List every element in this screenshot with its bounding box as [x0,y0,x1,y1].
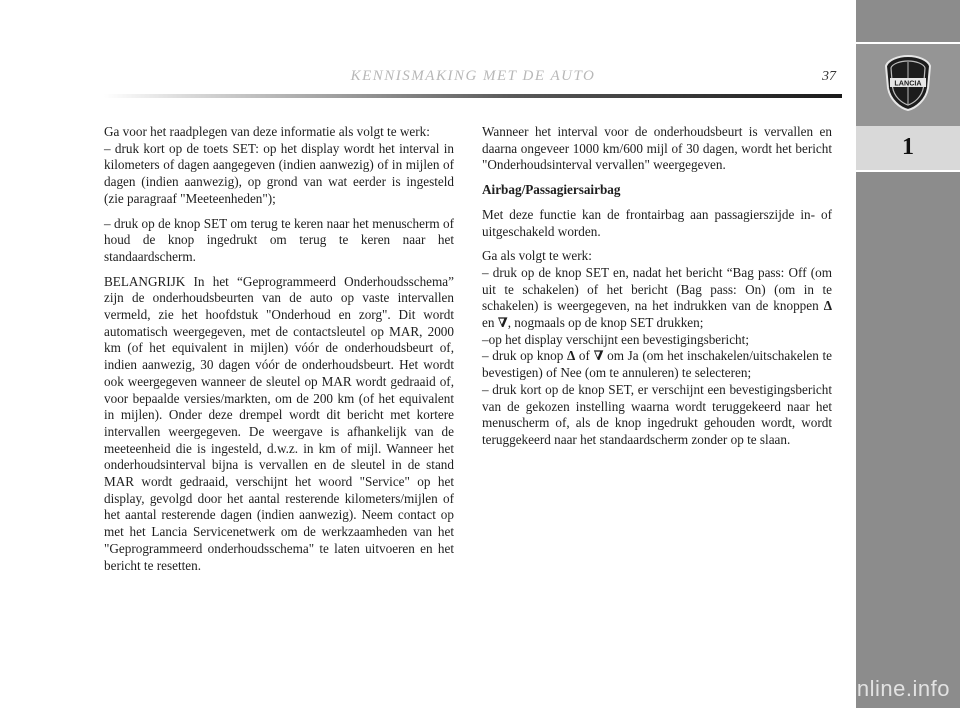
left-paragraph-important: BELANGRIJK In het “Geprogrammeerd Onderhoudsschema” zijn de onderhoudsbeurten van de auto op vaste intervallen vermeld, zie het hoofdstuk "Onderhoud en zorg". Dit wordt automatisch weergegeven, met de contactsleutel op MAR, 2000 km (of het equivalent in mijlen) vóór de onderhoudsbeurt of, indien aanwezig, 30 dagen vóór de onderhoudsbeurt. Het wordt ook weergegeven wanneer de sleutel op MAR wordt gedraaid of, voor bepaalde versies/markten, om de 200 km (of het equivalent in mijlen). Onder deze drempel wordt dit bericht met kortere intervallen weergegeven. De weergave is afhankelijk van de meeteenheid die is ingesteld, d.w.z. in km of mijl. Wanneer het onderhoudsinterval bijna is vervallen en de sleutel in de stand MAR wordt gedraaid, verschijnt het woord "Service" op het display, gevolgd door het aantal resterende kilometers/mijlen of het aantal resterende dagen (indien aanwezig). Neem contact op met het Lancia Servicenetwerk om de werkzaamheden van het "Geprogrammeerd onderhoudsschema" te laten uitvoeren en het bericht te resetten. [104,273,454,573]
page-number: 37 [822,69,836,84]
right-paragraph-step-3 [482,348,832,381]
section-heading-airbag: Airbag/Passagiersairbag [482,182,621,198]
up-arrow-icon: Δ [823,298,832,314]
right-paragraph-step-2: –op het display verschijnt een bevestigingsbericht; [482,331,749,347]
right-paragraph-step-1 [482,265,832,332]
right-paragraph-step-4: – druk kort op de knop SET, er verschijnt een bevestigingsbericht van de gekozen instelling waarna wordt teruggekeerd naar het menuscherm of, als de knop ingedrukt gehouden wordt, wordt teruggekeerd naar het standaardscherm zonder op te slaan. [482,381,832,447]
right-paragraph-function: Met deze functie kan de frontairbag aan passagierszijde in- of uitgeschakeld worden. [482,206,832,239]
left-paragraph-step-2: – druk op de knop SET om terug te keren naar het menuscherm of houd de knop ingedrukt om terug te keren naar het standaardscherm. [104,215,454,264]
step-3-text-b: of [575,348,594,364]
down-arrow-icon: ∇ [593,348,604,364]
right-paragraph-intro: Ga als volgt te werk: [482,248,592,264]
chapter-tab[interactable] [856,126,960,172]
up-arrow-icon: Δ [566,348,576,364]
watermark: carmanualsonline.info [725,676,950,701]
right-column [482,124,832,457]
svg-text:LANCIA: LANCIA [894,78,922,88]
header-rule [104,94,842,98]
lancia-shield-icon [884,54,932,112]
right-paragraph-interval: Wanneer het interval voor de onderhoudsbeurt is vervallen en daarna ongeveer 1000 km/600 mijl of 30 dagen, wordt het bericht "Onderhoudsinterval vervallen" weergegeven. [482,124,832,173]
step-1-text-b: en [482,315,498,331]
step-3-text-c: om Ja (om het inschakelen/uitschakelen te bevestigen) of Nee (om te annuleren) te selecteren; [482,348,832,381]
logo-tab [856,42,960,128]
running-header-title: KENNISMAKING MET DE AUTO [350,68,596,84]
left-paragraph-intro: Ga voor het raadplegen van deze informatie als volgt te werk: [104,124,430,139]
down-arrow-icon: ∇ [497,315,508,331]
step-1-text-a: – druk op de knop SET en, nadat het bericht “Bag pass: Off (om uit te schakelen) of het bericht (Bag pass: On) (om in te schakelen) is weergegeven, na het indrukken van de knoppen [482,264,832,314]
chapter-number: 1 [902,134,914,160]
left-paragraph-step-1: – druk kort op de toets SET: op het display wordt het interval in kilometers of dagen aangegeven (indien aanwezig) of in mijlen of dagen (indien aanwezig), op grond van wat eerder is ingesteld (zie paragraaf "Meeteenheden"); [104,140,454,206]
step-1-text-c: , nogmaals op de knop SET drukken; [507,315,704,331]
left-column [104,124,454,582]
step-3-text-a: – druk op knop [482,348,567,364]
